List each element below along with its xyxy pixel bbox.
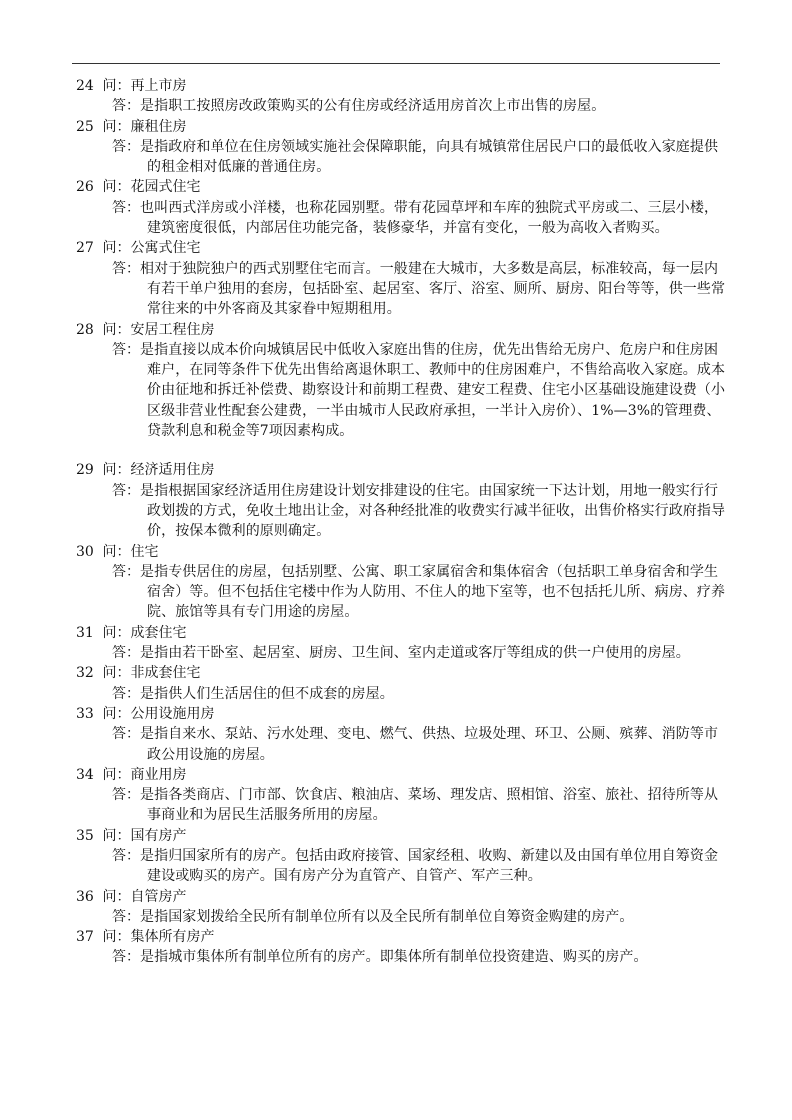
question-number: 31: [76, 624, 94, 641]
question-line: [76, 623, 726, 643]
question-prefix: 问：: [102, 78, 131, 94]
qa-entry: [76, 76, 726, 117]
answer-prefix: 答：: [112, 98, 140, 115]
question-text: 公用设施用房: [130, 705, 215, 722]
question-prefix: 问：: [102, 766, 131, 783]
question-line: [76, 177, 726, 197]
qa-entry: [76, 765, 726, 826]
answer-prefix: 答：: [112, 341, 140, 358]
question-line: [76, 238, 726, 258]
answer-text: 相对于独院独户的西式别墅住宅而言。一般建在大城市，大多数是高层，标准较高，每一层内有若干单户独用的套房，包括卧室、起居室、客厅、浴室、厕所、厨房、阳台等等，供一些常常往来的中外客商及其家眷中短期租用。: [140, 260, 726, 318]
question-text: 再上市房: [130, 78, 187, 94]
answer-paragraph: [76, 684, 726, 704]
answer-paragraph: [76, 198, 726, 239]
answer-paragraph: [76, 643, 726, 663]
qa-entry: [76, 238, 726, 319]
question-text: 住宅: [130, 543, 159, 560]
question-text: 安居工程住房: [130, 321, 215, 338]
answer-text: 是指由若干卧室、起居室、厨房、卫生间、室内走道或客厅等组成的供一户使用的房屋。: [140, 645, 690, 662]
answer-text: 是指各类商店、门市部、饮食店、粮油店、菜场、理发店、照相馆、浴室、旅社、招待所等从事商业和为居民生活服务所用的房屋。: [140, 787, 719, 824]
question-text: 商业用房: [130, 766, 187, 783]
question-text: 成套住宅: [130, 624, 187, 641]
answer-paragraph: [76, 724, 726, 765]
question-text: 国有房产: [130, 827, 187, 844]
question-line: [76, 704, 726, 724]
answer-text: 是指直接以成本价向城镇居民中低收入家庭出售的住房，优先出售给无房户、危房户和住房困难户，在同等条件下优先出售给离退休职工、教师中的住房困难户，不售给高收入家庭。成本价由征地和拆迁补偿费、勘察设计和前期工程费、建安工程费、住宅小区基础设施建设费（小区级非营业性配套公建费，一半由城市人民政府承担，一半计入房价）、1%—3%的管理费、贷款利息和税金等7项因素构成。: [140, 341, 726, 440]
answer-paragraph: [76, 340, 726, 441]
answer-paragraph: [76, 96, 726, 116]
paragraph-gap: [76, 441, 726, 460]
answer-text: 是指国家划拨给全民所有制单位所有以及全民所有制单位自筹资金购建的房产。: [140, 908, 634, 925]
question-number: 28: [76, 321, 94, 338]
header-rule: [72, 63, 720, 64]
question-prefix: 问：: [102, 827, 131, 844]
question-line: [76, 460, 726, 480]
question-text: 自管房产: [130, 888, 187, 905]
answer-paragraph: [76, 562, 726, 623]
question-prefix: 问：: [102, 543, 131, 560]
question-prefix: 问：: [102, 118, 131, 135]
answer-paragraph: [76, 947, 726, 967]
qa-entry: [76, 826, 726, 887]
qa-entry: [76, 177, 726, 238]
question-prefix: 问：: [102, 240, 131, 257]
question-number: 35: [76, 827, 94, 844]
question-number: 30: [76, 543, 94, 560]
question-number: 32: [76, 665, 94, 682]
question-line: [76, 887, 726, 907]
question-line: [76, 663, 726, 683]
question-number: 27: [76, 240, 94, 257]
question-text: 经济适用住房: [130, 462, 215, 479]
answer-prefix: 答：: [112, 908, 140, 925]
answer-text: 是指政府和单位在住房领域实施社会保障职能，向具有城镇常住居民户口的最低收入家庭提供的租金相对低廉的普通住房。: [140, 138, 719, 176]
answer-text: 是指供人们生活居住的但不成套的房屋。: [140, 685, 394, 702]
qa-entry: [76, 320, 726, 442]
answer-paragraph: [76, 137, 726, 178]
question-prefix: 问：: [102, 705, 131, 722]
qa-entry: [76, 704, 726, 765]
question-number: 34: [76, 766, 94, 783]
question-text: 非成套住宅: [130, 665, 201, 682]
question-number: 25: [76, 118, 94, 135]
question-prefix: 问：: [102, 888, 131, 905]
qa-entry: [76, 927, 726, 968]
qa-entry: [76, 623, 726, 664]
answer-paragraph: [76, 846, 726, 887]
question-number: 26: [76, 179, 94, 196]
question-line: [76, 542, 726, 562]
answer-paragraph: [76, 907, 726, 927]
question-text: 公寓式住宅: [130, 240, 201, 257]
question-prefix: 问：: [102, 929, 131, 946]
answer-text: 是指根据国家经济适用住房建设计划安排建设的住宅。由国家统一下达计划，用地一般实行行政划拨的方式，免收土地出让金，对各种经批准的收费实行减半征收，出售价格实行政府指导价，按保本微利的原则确定。: [140, 482, 726, 540]
question-prefix: 问：: [102, 179, 131, 196]
question-text: 集体所有房产: [130, 929, 215, 946]
answer-prefix: 答：: [112, 260, 140, 277]
answer-prefix: 答：: [112, 787, 140, 804]
qa-entry: [76, 663, 726, 704]
answer-prefix: 答：: [112, 138, 140, 155]
qa-entry: [76, 460, 726, 541]
qa-entry: [76, 117, 726, 178]
answer-text: 是指归国家所有的房产。包括由政府接管、国家经租、收购、新建以及由国有单位用自筹资金建设或购买的房产。国有房产分为直管产、自管产、军产三种。: [140, 847, 719, 885]
answer-text: 也叫西式洋房或小洋楼，也称花园别墅。带有花园草坪和车库的独院式平房或二、三层小楼，建筑密度很低，内部居住功能完备，装修豪华，并富有变化，一般为高收入者购买。: [140, 199, 719, 237]
answer-prefix: 答：: [112, 949, 140, 966]
answer-prefix: 答：: [112, 199, 140, 216]
question-line: [76, 320, 726, 340]
answer-text: 是指职工按照房改政策购买的公有住房或经济适用房首次上市出售的房屋。: [140, 98, 606, 115]
answer-text: 是指专供居住的房屋，包括别墅、公寓、职工家属宿舍和集体宿舍（包括职工单身宿舍和学生宿舍）等。但不包括住宅楼中作为人防用、不住人的地下室等，也不包括托儿所、病房、疗养院、旅馆等具有专门用途的房屋。: [140, 563, 726, 621]
question-prefix: 问：: [102, 624, 131, 641]
answer-paragraph: [76, 259, 726, 320]
answer-prefix: 答：: [112, 563, 140, 580]
qa-document: [76, 76, 726, 968]
question-prefix: 问：: [102, 665, 131, 682]
question-prefix: 问：: [102, 321, 131, 338]
question-line: [76, 927, 726, 947]
question-line: [76, 117, 726, 137]
question-line: [76, 76, 726, 96]
answer-text: 是指城市集体所有制单位所有的房产。即集体所有制单位投资建造、购买的房产。: [140, 949, 648, 966]
answer-prefix: 答：: [112, 645, 140, 662]
answer-prefix: 答：: [112, 482, 140, 499]
answer-prefix: 答：: [112, 726, 140, 743]
question-number: 33: [76, 705, 94, 722]
question-line: [76, 826, 726, 846]
question-number: 24: [76, 78, 94, 94]
question-text: 花园式住宅: [130, 179, 201, 196]
qa-entry: [76, 887, 726, 928]
question-text: 廉租住房: [130, 118, 187, 135]
question-prefix: 问：: [102, 462, 131, 479]
answer-text: 是指自来水、泵站、污水处理、变电、燃气、供热、垃圾处理、环卫、公厕、殡葬、消防等市政公用设施的房屋。: [140, 726, 719, 763]
answer-prefix: 答：: [112, 847, 140, 864]
answer-paragraph: [76, 785, 726, 826]
qa-entry: [76, 542, 726, 623]
question-number: 29: [76, 462, 94, 479]
answer-prefix: 答：: [112, 685, 140, 702]
question-number: 37: [76, 929, 94, 946]
answer-paragraph: [76, 481, 726, 542]
question-number: 36: [76, 888, 94, 905]
question-line: [76, 765, 726, 785]
